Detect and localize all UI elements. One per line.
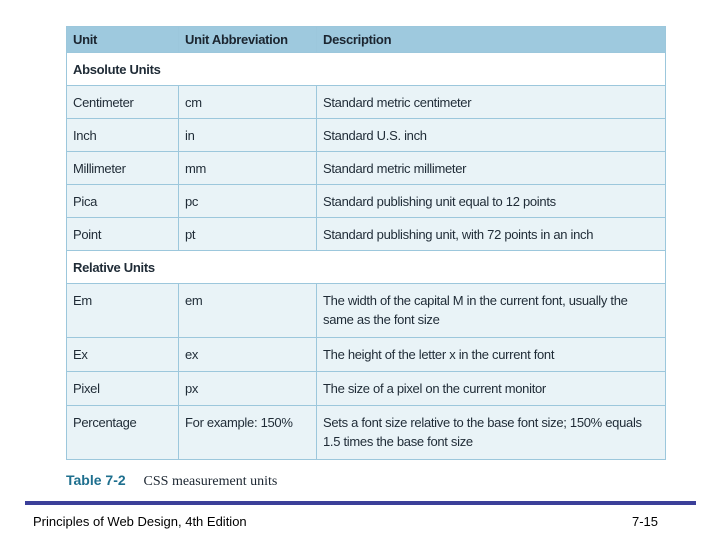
table-row bbox=[67, 185, 666, 218]
cell-unit: Inch bbox=[67, 119, 179, 152]
cell-description: The width of the capital M in the current font, usually the same as the font size bbox=[317, 284, 666, 338]
section-row-relative bbox=[67, 251, 666, 284]
cell-abbreviation: in bbox=[179, 119, 317, 152]
table-row bbox=[67, 372, 666, 406]
table-row bbox=[67, 152, 666, 185]
table-row bbox=[67, 119, 666, 152]
section-row-absolute bbox=[67, 53, 666, 86]
cell-abbreviation: For example: 150% bbox=[179, 406, 317, 460]
table-header-row bbox=[67, 27, 666, 53]
cell-abbreviation: mm bbox=[179, 152, 317, 185]
cell-unit: Point bbox=[67, 218, 179, 251]
header-unit-abbreviation: Unit Abbreviation bbox=[179, 27, 317, 53]
table-row bbox=[67, 86, 666, 119]
cell-description: Standard U.S. inch bbox=[317, 119, 666, 152]
cell-unit: Millimeter bbox=[67, 152, 179, 185]
cell-description: Standard publishing unit, with 72 points in an inch bbox=[317, 218, 666, 251]
css-units-table-container bbox=[66, 26, 666, 460]
section-title: Absolute Units bbox=[67, 53, 666, 86]
cell-description: Standard metric centimeter bbox=[317, 86, 666, 119]
header-unit: Unit bbox=[67, 27, 179, 53]
cell-unit: Percentage bbox=[67, 406, 179, 460]
cell-abbreviation: px bbox=[179, 372, 317, 406]
cell-abbreviation: em bbox=[179, 284, 317, 338]
table-row bbox=[67, 218, 666, 251]
cell-unit: Em bbox=[67, 284, 179, 338]
cell-abbreviation: ex bbox=[179, 338, 317, 372]
cell-description: The size of a pixel on the current monitor bbox=[317, 372, 666, 406]
caption-title: CSS measurement units bbox=[143, 474, 278, 489]
footer-page-number: 7-15 bbox=[632, 514, 659, 529]
cell-description: The height of the letter x in the current font bbox=[317, 338, 666, 372]
css-units-table bbox=[66, 26, 666, 460]
cell-unit: Pixel bbox=[67, 372, 179, 406]
cell-abbreviation: pc bbox=[179, 185, 317, 218]
cell-description: Sets a font size relative to the base font size; 150% equals 1.5 times the base font size bbox=[317, 406, 666, 460]
caption-number: Table 7-2 bbox=[66, 472, 126, 488]
table-row bbox=[67, 406, 666, 460]
footer-book-title: Principles of Web Design, 4th Edition bbox=[33, 514, 247, 529]
header-description: Description bbox=[317, 27, 666, 53]
cell-unit: Pica bbox=[67, 185, 179, 218]
cell-description: Standard publishing unit equal to 12 points bbox=[317, 185, 666, 218]
cell-description: Standard metric millimeter bbox=[317, 152, 666, 185]
table-row bbox=[67, 284, 666, 338]
footer-divider bbox=[25, 501, 696, 505]
cell-unit: Ex bbox=[67, 338, 179, 372]
section-title: Relative Units bbox=[67, 251, 666, 284]
cell-unit: Centimeter bbox=[67, 86, 179, 119]
table-caption bbox=[66, 472, 277, 490]
table-row bbox=[67, 338, 666, 372]
cell-abbreviation: cm bbox=[179, 86, 317, 119]
cell-abbreviation: pt bbox=[179, 218, 317, 251]
